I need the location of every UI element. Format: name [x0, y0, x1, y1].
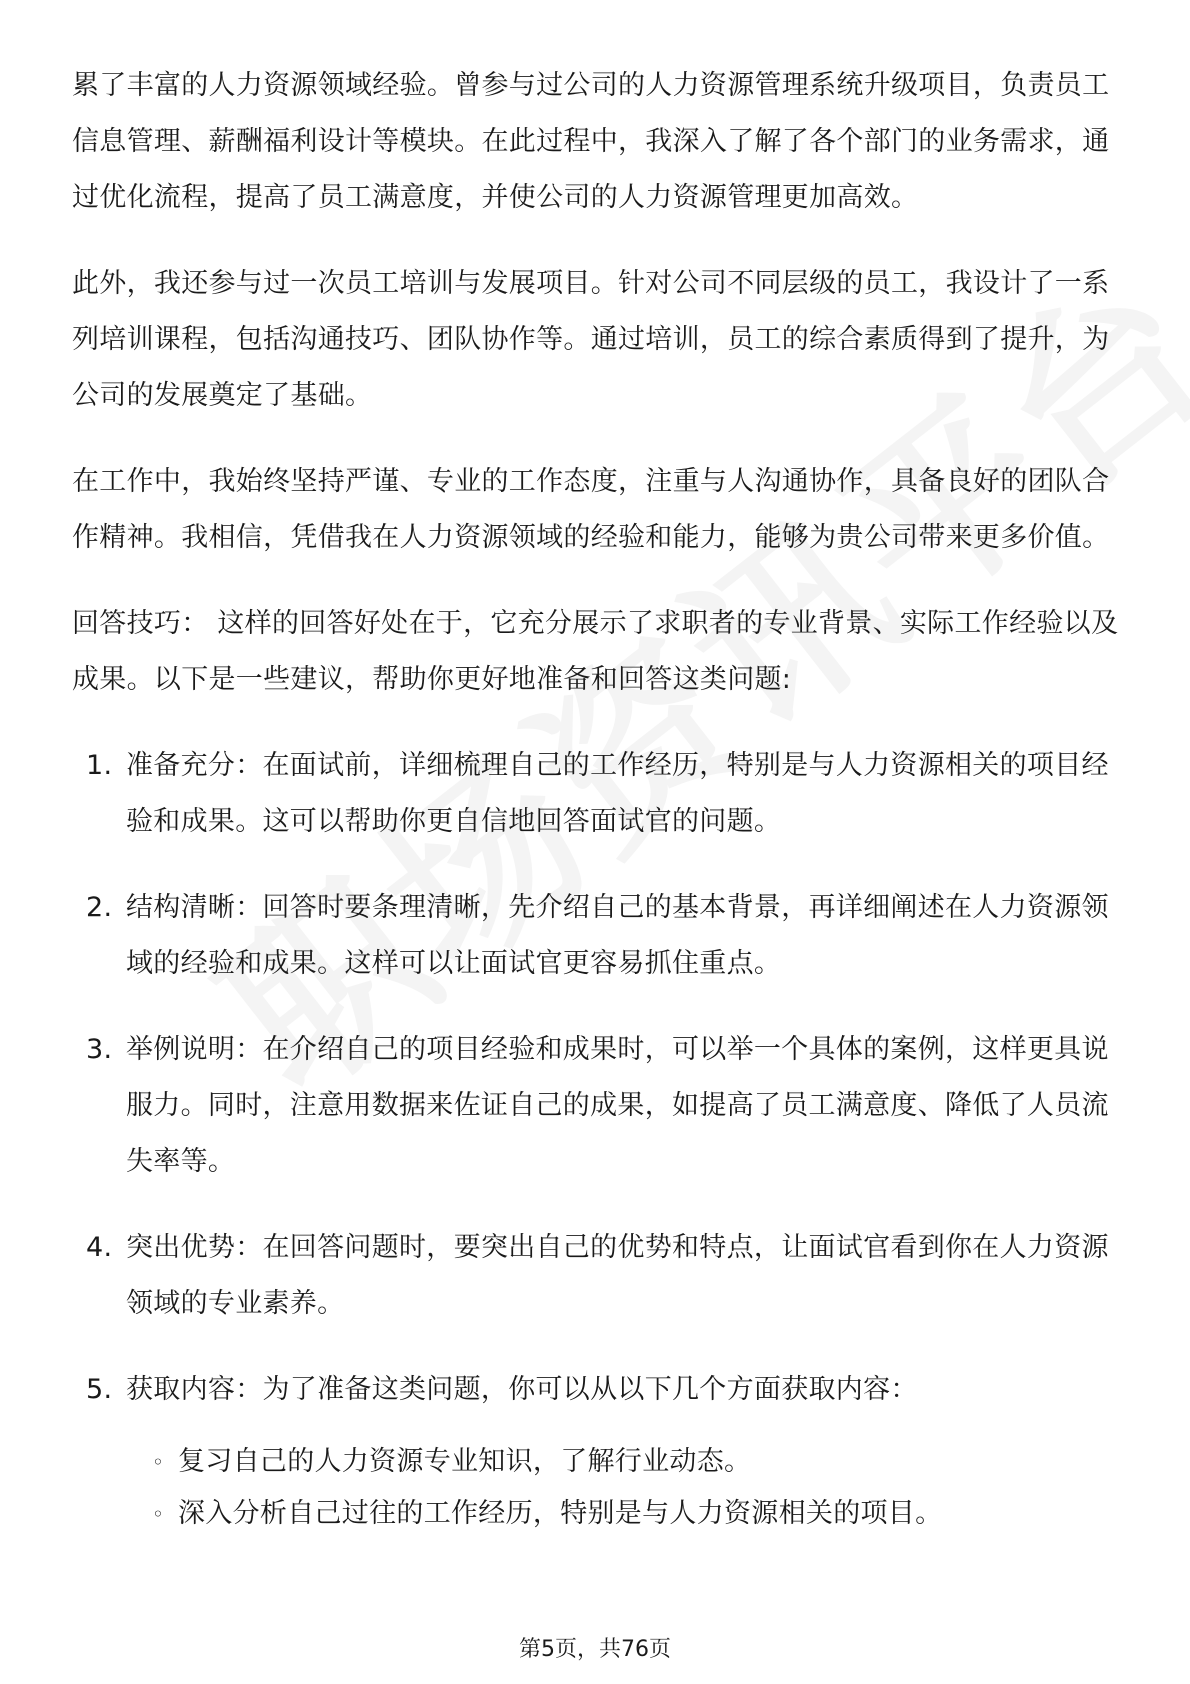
sub-list-item [126, 1436, 1132, 1488]
tip-number: 2. [86, 892, 113, 923]
tip-text: 举例说明：在介绍自己的项目经验和成果时，可以举一个具体的案例，这样更具说服力。同时，注意用数据来佐证自己的成果，如提高了员工满意度、降低了人员流失率等。 [126, 1034, 1109, 1177]
tips-list [72, 738, 1132, 1540]
tip-item [72, 738, 1132, 850]
tip-number: 4. [86, 1232, 113, 1263]
tip-item [72, 1022, 1132, 1190]
sub-list-item [126, 1488, 1132, 1540]
sub-list [126, 1436, 1132, 1540]
tip-item [72, 1220, 1132, 1332]
tip-text: 准备充分：在面试前，详细梳理自己的工作经历，特别是与人力资源相关的项目经验和成果。这可以帮助你更自信地回答面试官的问题。 [126, 750, 1109, 837]
tip-text: 获取内容：为了准备这类问题，你可以从以下几个方面获取内容： [126, 1374, 918, 1405]
sub-item-text: 复习自己的人力资源专业知识，了解行业动态。 [178, 1446, 752, 1477]
tip-number: 3. [86, 1034, 113, 1065]
tip-item [72, 1362, 1132, 1540]
tip-number: 1. [86, 750, 113, 781]
paragraph-experience: 累了丰富的人力资源领域经验。曾参与过公司的人力资源管理系统升级项目，负责员工信息管理、薪酬福利设计等模块。在此过程中，我深入了解了各个部门的业务需求，通过优化流程，提高了员工满意度，并使公司的人力资源管理更加高效。 [72, 70, 1110, 213]
sub-item-text: 深入分析自己过往的工作经历，特别是与人力资源相关的项目。 [178, 1498, 943, 1529]
bullet-icon: ◦ [152, 1502, 165, 1526]
page-number-footer: 第5页，共76页 [519, 1637, 671, 1662]
tip-text: 突出优势：在回答问题时，要突出自己的优势和特点，让面试官看到你在人力资源领域的专业素养。 [126, 1232, 1109, 1319]
tip-text: 结构清晰：回答时要条理清晰，先介绍自己的基本背景，再详细阐述在人力资源领域的经验和成果。这样可以让面试官更容易抓住重点。 [126, 892, 1109, 979]
paragraph-answer-tips-intro: 回答技巧： 这样的回答好处在于，它充分展示了求职者的专业背景、实际工作经验以及成果。以下是一些建议，帮助你更好地准备和回答这类问题: [72, 608, 1119, 695]
document-body [72, 58, 1132, 1570]
paragraph-work-attitude: 在工作中，我始终坚持严谨、专业的工作态度，注重与人沟通协作，具备良好的团队合作精神。我相信，凭借我在人力资源领域的经验和能力，能够为贵公司带来更多价值。 [72, 466, 1110, 553]
paragraph-training-project: 此外，我还参与过一次员工培训与发展项目。针对公司不同层级的员工，我设计了一系列培训课程，包括沟通技巧、团队协作等。通过培训，员工的综合素质得到了提升，为公司的发展奠定了基础。 [72, 268, 1110, 411]
bullet-icon: ◦ [152, 1450, 165, 1474]
tip-number: 5. [86, 1374, 113, 1405]
tip-item [72, 880, 1132, 992]
